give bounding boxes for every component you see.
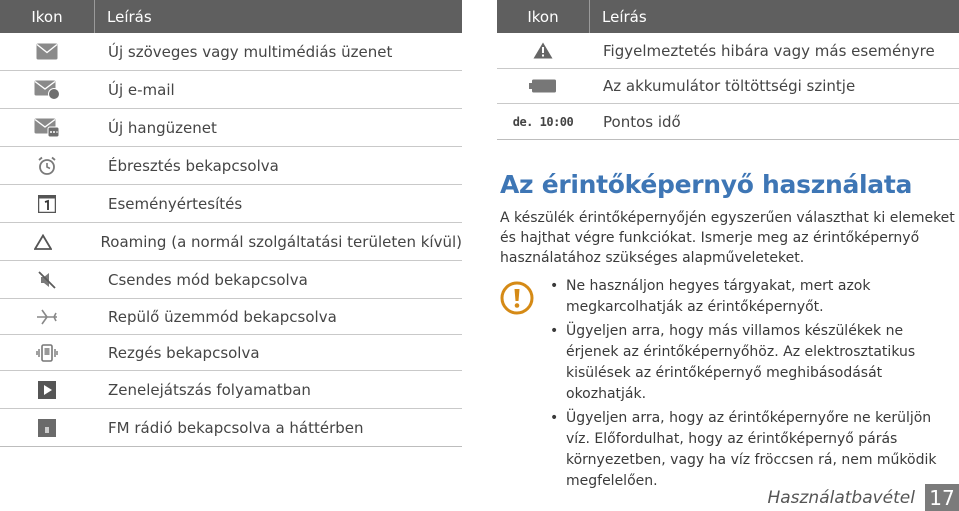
table-row: [0, 335, 462, 371]
table-row: [0, 409, 462, 447]
header-desc-col: Leírás: [94, 0, 462, 33]
header-desc-col: Leírás: [589, 0, 959, 33]
table-row: [0, 109, 462, 147]
icon-table-right: [497, 0, 959, 140]
row-description: Az akkumulátor töltöttségi szintje: [603, 77, 856, 95]
table-header: [0, 0, 462, 33]
icon-table-left: [0, 0, 462, 447]
airplane-icon: [36, 308, 58, 326]
table-row: [0, 185, 462, 223]
table-header: [497, 0, 959, 33]
row-description: Repülő üzemmód bekapcsolva: [108, 307, 337, 326]
list-item: • Ne használjon hegyes tárgyakat, mert azok megkarcolhatják az érintőképernyőt.: [550, 276, 958, 318]
time-icon: de. 10:00: [512, 114, 574, 129]
footer-chapter: Használatbavétel: [767, 487, 915, 508]
header-icon-col: Ikon: [527, 7, 559, 26]
row-description: Eseményértesítés: [108, 194, 243, 213]
warning-triangle-icon: [533, 42, 553, 59]
table-row: [0, 261, 462, 299]
row-description: Ébresztés bekapcsolva: [108, 156, 279, 175]
precaution-list: [550, 276, 958, 495]
row-description: Új szöveges vagy multimédiás üzenet: [108, 42, 393, 61]
table-row: [497, 33, 959, 69]
battery-icon: [529, 79, 557, 93]
row-description: Csendes mód bekapcsolva: [108, 270, 308, 289]
envelope-icon: [36, 43, 58, 60]
list-item: • Ügyeljen arra, hogy az érintőképernyőre ne kerüljön víz. Előfordulhat, hogy az érintőképernyő párás környezetben, vagy ha víz fröccsen rá, nem működik megfelelően.: [550, 408, 958, 492]
table-row: [0, 299, 462, 335]
row-description: Roaming (a normál szolgáltatási területen kívül): [100, 232, 462, 251]
row-description: FM rádió bekapcsolva a háttérben: [108, 418, 364, 437]
row-description: Új hangüzenet: [108, 118, 217, 137]
page-footer: [767, 484, 959, 511]
exclamation-circle-icon: [500, 281, 534, 319]
page-number: 17: [925, 484, 959, 511]
table-row: [0, 223, 462, 261]
table-row: [0, 33, 462, 71]
section-intro: A készülék érintőképernyőjén egyszerűen választhat ki elemeket és hajthat végre funkciókat. Ismerje meg az érintőképernyő használatához szükséges alapműveleteket.: [500, 210, 955, 266]
list-item: • Ügyeljen arra, hogy más villamos készülékek ne érjenek az érintőképernyőhöz. Az elektrosztatikus kisülések az érintőképernyő meghibásodását okozhatják.: [550, 321, 958, 405]
table-row: [497, 69, 959, 104]
row-description: Pontos idő: [603, 112, 681, 131]
envelope-voice-icon: [34, 118, 60, 138]
table-row: [0, 147, 462, 185]
header-icon-col: Ikon: [31, 7, 63, 26]
row-description: Figyelmeztetés hibára vagy más eseményre: [603, 41, 935, 60]
row-description: Zenelejátszás folyamatban: [108, 380, 311, 399]
table-row: [0, 71, 462, 109]
vibrate-icon: [36, 343, 58, 363]
roaming-triangle-icon: [34, 234, 52, 250]
table-row: [0, 371, 462, 409]
alarm-clock-icon: [37, 156, 57, 176]
play-icon: [38, 381, 56, 399]
table-row: [497, 104, 959, 140]
section-title: Az érintőképernyő használata: [500, 170, 913, 199]
calendar-icon: [38, 195, 56, 213]
row-description: Új e-mail: [108, 80, 175, 99]
row-description: Rezgés bekapcsolva: [108, 343, 260, 362]
mute-speaker-icon: [37, 270, 57, 290]
radio-icon: [38, 419, 56, 437]
envelope-at-icon: [34, 80, 60, 100]
